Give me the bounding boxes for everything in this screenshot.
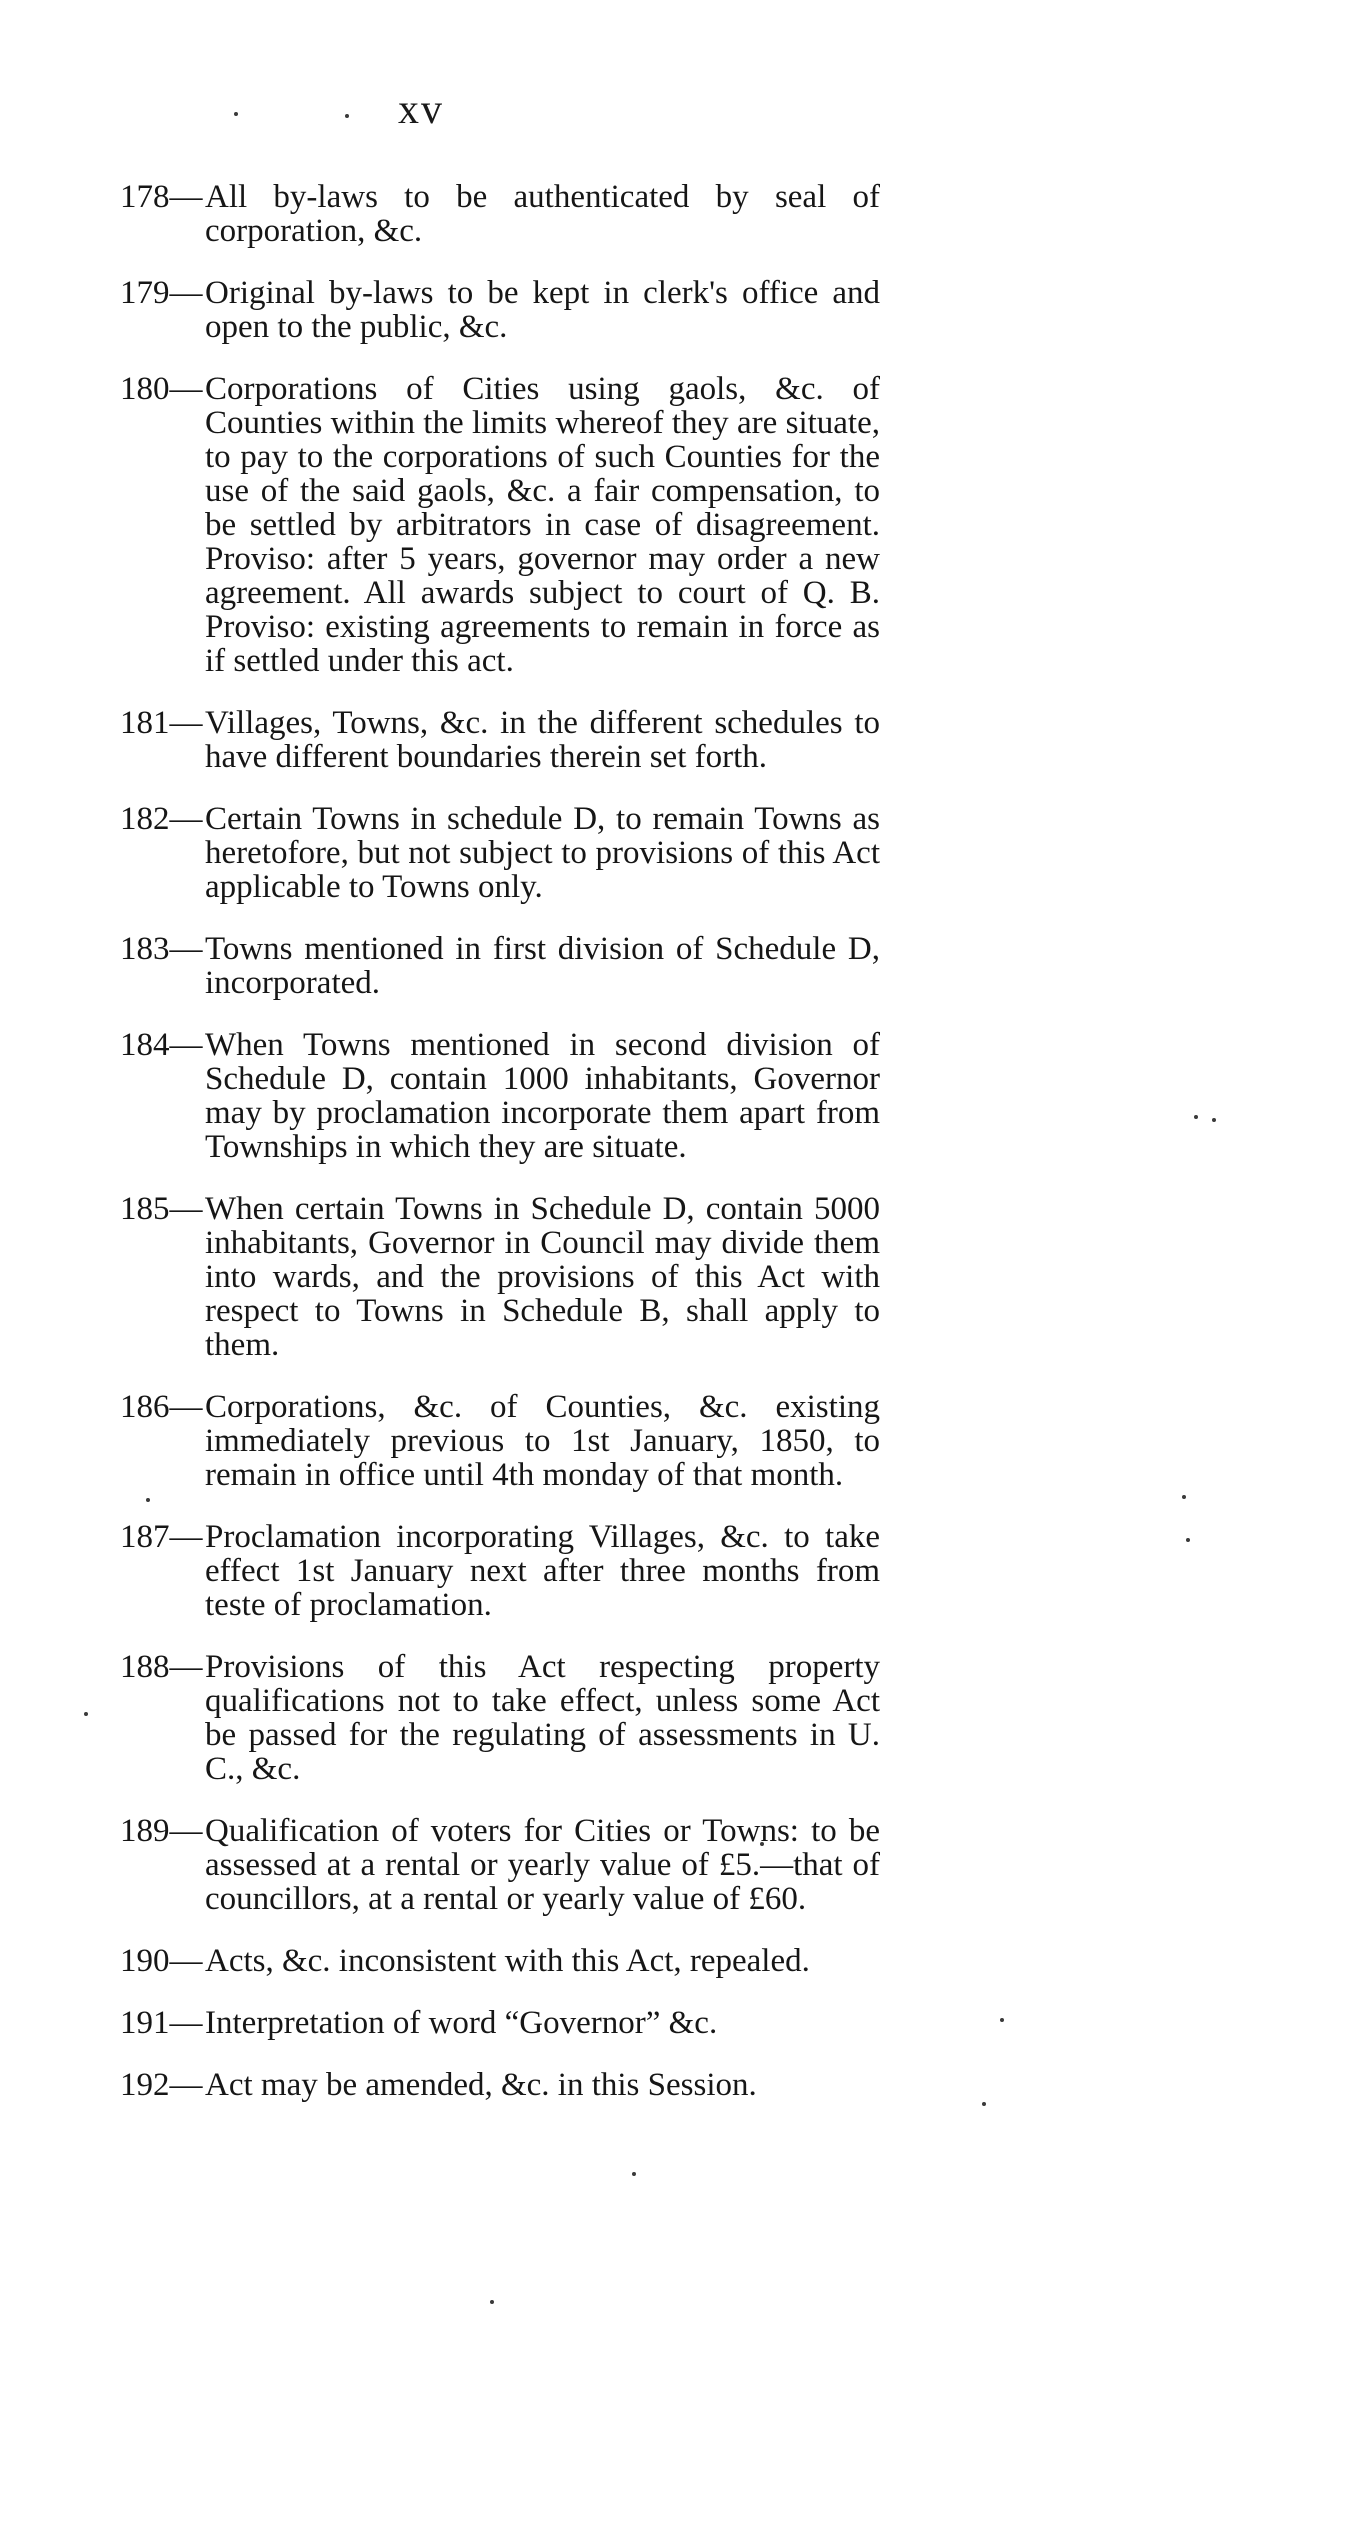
entry-192 [120,2068,880,2102]
entry-191 [120,2006,880,2040]
section-summary: Acts, &c. inconsistent with this Act, repealed. [205,1943,810,1979]
scan-speck [1000,2018,1004,2022]
section-summary: Provisions of this Act respecting property qualifications not to take effect, unless some Act be passed for the regulating of assessments in U. C., &c. [205,1649,880,1787]
scan-speck [490,2300,494,2304]
entry-187 [120,1520,880,1622]
section-summary: All by-laws to be authenticated by seal of corporation, &c. [205,179,880,249]
entry-189 [120,1814,880,1916]
entry-181 [120,706,880,774]
scan-speck [1186,1538,1190,1542]
scan-speck [632,2172,636,2176]
section-number: 192— [120,2067,203,2103]
section-number: 180— [120,371,203,407]
scan-speck [1194,1115,1198,1119]
section-summary: Proclamation incorporating Villages, &c. to take effect 1st January next after three months from teste of proclamation. [205,1519,880,1623]
section-number: 178— [120,179,203,215]
scan-speck [345,114,349,118]
section-number: 185— [120,1191,203,1227]
section-summary: Certain Towns in schedule D, to remain Towns as heretofore, but not subject to provisions of this Act applicable to Towns only. [205,801,880,905]
page-number: xv [398,87,444,133]
section-summary: Villages, Towns, &c. in the different schedules to have different boundaries therein set forth. [205,705,880,775]
section-summary: Original by-laws to be kept in clerk's office and open to the public, &c. [205,275,880,345]
entry-180 [120,372,880,678]
section-number: 184— [120,1027,203,1063]
section-number: 191— [120,2005,203,2041]
section-number: 183— [120,931,203,967]
scan-speck [1212,1118,1216,1122]
entry-183 [120,932,880,1000]
section-number: 186— [120,1389,203,1425]
contents-list [120,180,880,2130]
section-number: 187— [120,1519,203,1555]
entry-185 [120,1192,880,1362]
entry-179 [120,276,880,344]
section-number: 182— [120,801,203,837]
section-summary: When certain Towns in Schedule D, contain 5000 inhabitants, Governor in Council may divide them into wards, and the provisions of this Act with respect to Towns in Schedule B, shall apply to them. [205,1191,880,1363]
entry-178 [120,180,880,248]
section-summary: Towns mentioned in first division of Schedule D, incorporated. [205,931,880,1001]
scan-speck [982,2102,986,2106]
entry-190 [120,1944,880,1978]
scan-speck [234,112,238,116]
scan-speck [1182,1495,1186,1499]
entry-186 [120,1390,880,1492]
section-summary: Corporations, &c. of Counties, &c. existing immediately previous to 1st January, 1850, to remain in office until 4th monday of that month. [205,1389,880,1493]
entry-184 [120,1028,880,1164]
section-number: 181— [120,705,203,741]
section-summary: When Towns mentioned in second division of Schedule D, contain 1000 inhabitants, Governor may by proclamation incorporate them apart from Townships in which they are situate. [205,1027,880,1165]
section-summary: Interpretation of word “Governor” &c. [205,2005,718,2041]
scan-speck [84,1712,88,1716]
section-number: 189— [120,1813,203,1849]
section-number: 179— [120,275,203,311]
entry-188 [120,1650,880,1786]
section-number: 190— [120,1943,203,1979]
section-number: 188— [120,1649,203,1685]
section-summary: Qualification of voters for Cities or Towns: to be assessed at a rental or yearly value of £5.—that of councillors, at a rental or yearly value of £60. [205,1813,880,1917]
section-summary: Act may be amended, &c. in this Session. [205,2067,757,2103]
entry-182 [120,802,880,904]
section-summary: Corporations of Cities using gaols, &c. of Counties within the limits whereof they are situate, to pay to the corporations of such Counties for the use of the said gaols, &c. a fair compensation, to be settled by arbitrators in case of disagreement. Proviso: after 5 years, governor may order a new agreement. All awards subject to court of Q. B. Proviso: existing agreements to remain in force as if settled under this act. [205,371,880,679]
